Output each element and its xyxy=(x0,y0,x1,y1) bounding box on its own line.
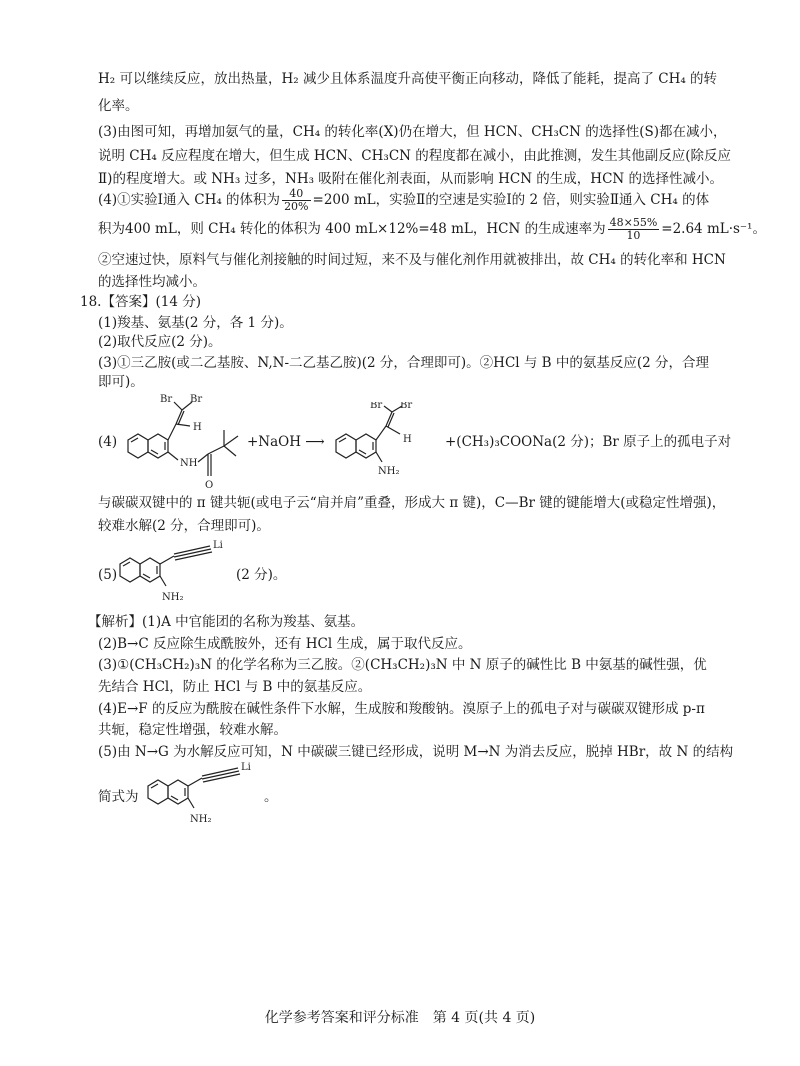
text-line: (3)①(CH₃CH₂)₃N 的化学名称为三乙胺。②(CH₃CH₂)₃N 中 N 原子的碱性比 B 中氨基的碱性强，优 xyxy=(98,657,707,673)
text-line: 较难水解(2 分，合理即可)。 xyxy=(98,518,270,534)
ring-bond xyxy=(359,450,366,454)
text-line: 先结合 HCl，防止 HCl 与 B 中的氨基反应。 xyxy=(98,679,372,695)
bond xyxy=(160,556,174,564)
ring-bond xyxy=(128,434,148,458)
ring-bond xyxy=(151,450,158,454)
text-fragment: +(CH₃)₃COONa(2 分)；Br 原子上的孤电子对 xyxy=(445,434,732,450)
text-fragment: (5) xyxy=(98,567,118,583)
bond xyxy=(160,576,166,586)
text-line: (3)由图可知，再增加氨气的量，CH₄ 的转化率(X)仍在增大，但 HCN、CH₃CN 的选择性(S)都在减小， xyxy=(98,124,727,140)
bond xyxy=(188,778,202,786)
text-fragment: (4)①实验Ⅰ通入 CH₄ 的体积为 xyxy=(98,192,281,208)
text-line: ②空速过快，原料气与催化剂接触的时间过短，来不及与催化剂作用就被排出，故 CH₄ 的转化率和 HCN xyxy=(98,252,726,268)
text-line: 的选择性均减小。 xyxy=(98,274,206,290)
fraction-denominator: 10 xyxy=(626,229,641,242)
text-fragment: =200 mL，实验Ⅱ的空速是实验Ⅰ的 2 倍，则实验Ⅱ通入 CH₄ 的体 xyxy=(312,192,710,208)
text-fragment: =2.64 mL·s⁻¹。 xyxy=(661,221,766,237)
atom-label: O xyxy=(205,480,214,491)
text-line: (5)由 N→G 为水解反应可知，N 中碳碳三键已经形成，说明 M→N 为消去反应，脱掉 HBr，故 N 的结构 xyxy=(98,744,734,760)
text-fragment: 简式为 xyxy=(98,789,139,805)
fraction xyxy=(608,217,660,242)
atom-label: Br xyxy=(160,394,173,405)
text-line: Ⅱ)的程度增大。或 NH₃ 过多，NH₃ 吸附在催化剂表面，从而影响 HCN 的生成，HCN 的选择性减小。 xyxy=(98,171,724,187)
text-line: 共轭，稳定性增强，较难水解。 xyxy=(98,722,287,738)
text-fragment: (4) xyxy=(98,434,118,450)
bond xyxy=(168,452,178,460)
atom-label: Li xyxy=(241,762,251,773)
atom-label: Li xyxy=(213,540,223,551)
text-fragment: 积为400 mL，则 CH₄ 转化的体积为 400 mL×12%=48 mL，HCN 的生成速率为 xyxy=(98,221,606,237)
reagent-text: +NaOH ⟶ xyxy=(247,434,325,450)
atom-label: H xyxy=(193,422,202,433)
analysis-heading: 【解析】(1)A 中官能团的名称为羧基、氨基。 xyxy=(88,614,365,630)
bond xyxy=(168,424,176,440)
text-line: (1)羧基、氨基(2 分，各 1 分)。 xyxy=(98,315,293,331)
fraction-denominator: 20% xyxy=(284,200,309,213)
fraction xyxy=(282,188,310,213)
fraction-numerator: 48×55% xyxy=(609,216,658,229)
text-line: 说明 CH₄ 反应程度在增大，但生成 HCN、CH₃CN 的程度都在减小，由此推测，发生其他副反应(除反应 xyxy=(98,148,732,164)
text-line xyxy=(98,216,766,242)
fraction-numerator: 40 xyxy=(282,188,310,201)
bond xyxy=(198,454,208,462)
ring-bond xyxy=(148,780,168,804)
page-footer: 化学参考答案和评分标准 第 4 页(共 4 页) xyxy=(264,1010,536,1026)
text-fragment: (2 分)。 xyxy=(236,567,287,583)
ring-bond xyxy=(151,784,158,788)
text-line: 即可)。 xyxy=(98,374,144,390)
text-line: (2)B→C 反应除生成酰胺外，还有 HCl 生成，属于取代反应。 xyxy=(98,636,472,652)
ring-bond xyxy=(120,558,140,582)
text-line: (4)E→F 的反应为酰胺在碱性条件下水解，生成胺和羧酸钠。溴原子上的孤电子对与碳碳双键形成 p-π xyxy=(98,701,705,717)
text-line: (3)①三乙胺(或二乙基胺、N,N-二乙基乙胺)(2 分，合理即可)。②HCl 与 B 中的氨基反应(2 分，合理 xyxy=(98,355,710,371)
bond xyxy=(376,426,386,440)
bond xyxy=(224,446,236,456)
atom-label: NH₂ xyxy=(378,466,400,477)
text-line: (2)取代反应(2 分)。 xyxy=(98,334,222,350)
bond xyxy=(376,452,382,462)
ring-bond xyxy=(171,796,178,800)
reactant-structure xyxy=(114,392,264,492)
atom-label: NH₂ xyxy=(162,592,184,603)
ring-bond xyxy=(336,434,356,458)
text-line: 与碳碳双键中的 π 键共轭(或电子云“肩并肩”重叠，形成大 π 键)，C—Br 键的键能增大(或稳定性增强)， xyxy=(98,495,726,511)
atom-label: Br xyxy=(370,402,383,411)
text-line xyxy=(98,187,709,213)
text-line: 化率。 xyxy=(98,98,139,114)
product-structure xyxy=(328,402,438,478)
answer-structure xyxy=(114,538,234,608)
text-line: H₂ 可以继续反应，放出热量，H₂ 减少且体系温度升高使平衡正向移动，降低了能耗，提高了 CH₄ 的转 xyxy=(98,71,718,87)
ring-bond xyxy=(123,562,130,566)
bond xyxy=(188,798,194,808)
atom-label: NH xyxy=(180,458,198,469)
text-fragment: 。 xyxy=(264,789,278,805)
bond xyxy=(384,406,392,412)
question-heading: 18.【答案】(14 分) xyxy=(80,294,201,310)
bond xyxy=(224,436,238,446)
answer-structure xyxy=(142,760,262,830)
ring-bond xyxy=(131,438,138,442)
bond xyxy=(386,426,400,434)
ring-bond xyxy=(143,574,150,578)
ring-bond xyxy=(339,438,346,442)
bond xyxy=(174,402,182,410)
bond xyxy=(208,446,224,454)
atom-label: NH₂ xyxy=(190,814,212,825)
atom-label: Br xyxy=(400,402,413,411)
atom-label: H xyxy=(403,434,412,445)
atom-label: Br xyxy=(190,394,203,405)
